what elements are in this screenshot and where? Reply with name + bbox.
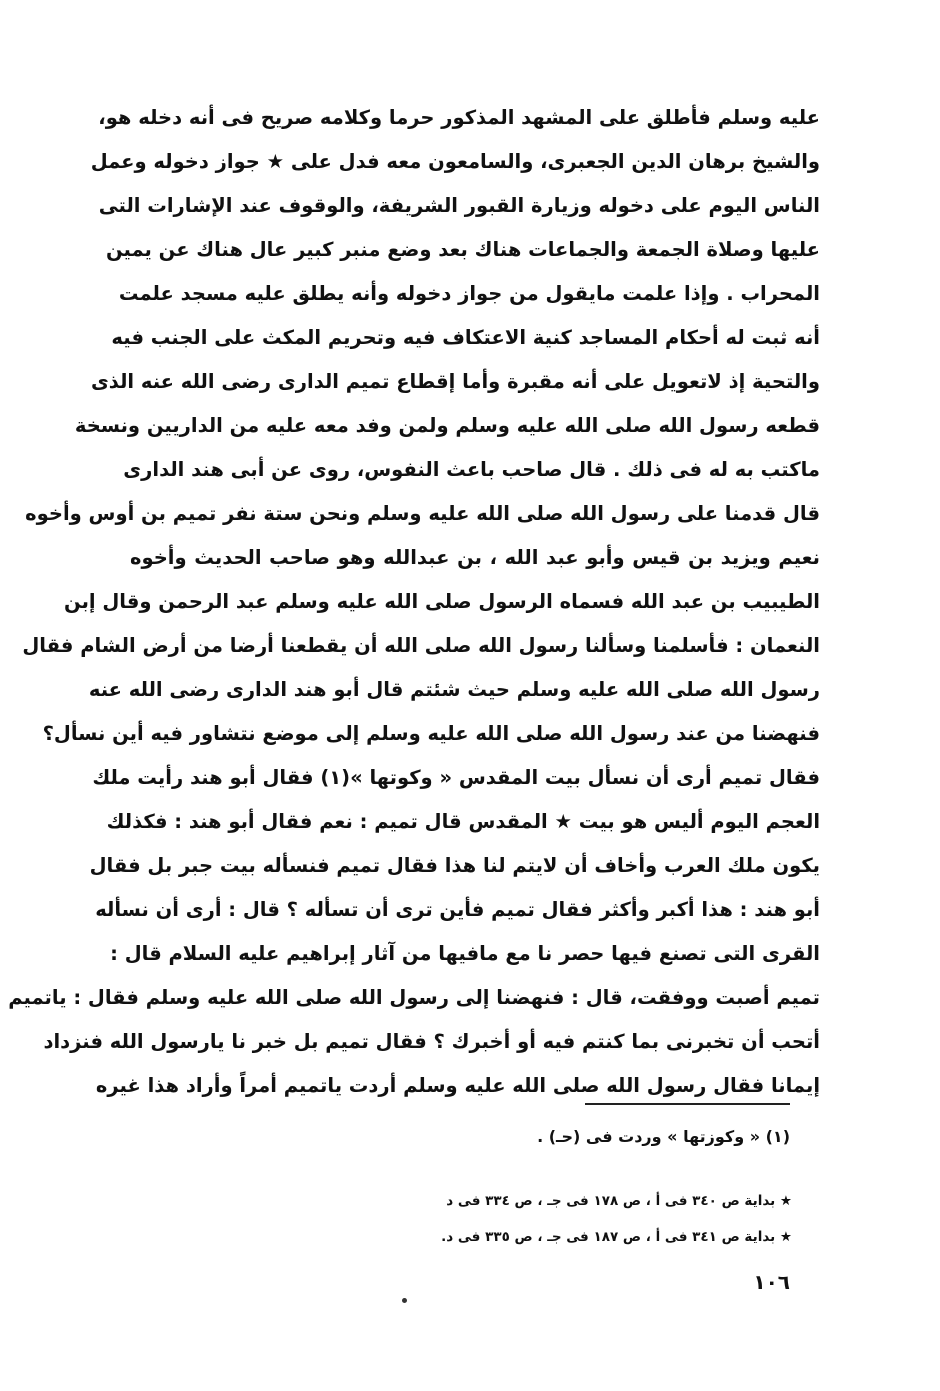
dot-mark [402,1298,407,1303]
text-line: القرى التى تصنع فيها حصر نا مع مافيها من آثار إبراهيم عليه السلام قال : [110,942,820,965]
text-line: إيمانا فقال رسول الله صلى الله عليه وسلم أردت ياتميم أمراً وأراد هذا غيره [95,1074,820,1097]
footnote: (١) « وكوزتها » وردت فى (حـ) . [537,1127,790,1146]
text-line: رسول الله صلى الله عليه وسلم حيث شئتم قال أبو هند الدارى رضى الله عنه [88,678,820,701]
text-line: أبو هند : هذا أكبر وأكثر فقال تميم فأين ترى أن تسأله ؟ قال : أرى أن نسأله [95,898,820,921]
text-line: أتحب أن تخبرنى بما كنتم فيه أو أخبرك ؟ فقال تميم بل خبر نا يارسول الله فنزداد [43,1030,820,1053]
text-line: العجم اليوم أليس هو بيت ★ المقدس قال تميم : نعم فقال أبو هند : فكذلك [106,810,820,833]
text-line: النعمان : فأسلمنا وسألنا رسول الله صلى الله أن يقطعنا أرضا من أرض الشام فقال [22,634,820,657]
text-line: الطيبيب بن عبد الله فسماه الرسول صلى الله عليه وسلم عبد الرحمن وقال إبن [64,590,820,613]
text-line: الناس اليوم على دخوله وزيارة القبور الشريفة، والوقوف عند الإشارات التى [98,194,820,217]
text-line: قال قدمنا على رسول الله صلى الله عليه وسلم ونحن ستة نفر تميم بن أوس وأخوه [25,502,820,525]
text-line: المحراب . وإذا علمت مايقول من جواز دخوله وأنه يطلق عليه مسجد علمت [118,282,820,305]
text-line: والتحية إذ لاتعويل على أنه مقبرة وأما إقطاع تميم الدارى رضى الله عنه الذى [90,370,820,393]
page-marker-note: ★ بداية ص ٣٤١ فى أ ، ص ١٨٧ فى جـ ، ص ٣٣٥ فى د. [441,1229,792,1245]
text-line: ماكتب به له فى ذلك . قال صاحب باعث النفوس، روى عن أبى هند الدارى [123,458,820,481]
text-line: عليها وصلاة الجمعة والجماعات هناك بعد وضع منبر كبير عال هناك عن يمين [105,238,820,261]
footnote-divider [585,1103,790,1105]
text-line: والشيخ برهان الدين الجعبرى، والسامعون معه فدل على ★ جواز دخوله وعمل [90,150,820,173]
text-line: قطعه رسول الله صلى الله عليه وسلم ولمن وفد معه عليه من الداريين ونسخة [74,414,820,437]
main-text [8,96,820,1108]
text-line: فنهضنا من عند رسول الله صلى الله عليه وسلم إلى موضع نتشاور فيه أين نسأل؟ [42,722,820,745]
text-line: أنه ثبت له أحكام المساجد كنية الاعتكاف فيه وتحريم المكث على الجنب فيه [111,326,820,349]
text-line: نعيم ويزيد بن قيس وأبو عبد الله ، بن عبدالله وهو صاحب الحديث وأخوه [130,546,820,569]
text-line: تميم أصبت ووفقت، قال : فنهضنا إلى رسول الله صلى الله عليه وسلم فقال : ياتميم [8,986,820,1009]
text-line: فقال تميم أرى أن نسأل بيت المقدس « وكوتها »(١) فقال أبو هند رأيت ملك [92,766,820,789]
page-markers [441,1183,792,1255]
page-number: ١٠٦ [753,1270,790,1294]
text-line: يكون ملك العرب وأخاف أن لايتم لنا هذا فقال تميم فنسأله بيت جبر بل فقال [89,854,820,877]
page-marker-note: ★ بداية ص ٣٤٠ فى أ ، ص ١٧٨ فى جـ ، ص ٣٣٤ فى د [446,1193,792,1209]
text-line: عليه وسلم فأطلق على المشهد المذكور حرما وكلامه صريح فى أنه دخله هو، [98,106,820,129]
